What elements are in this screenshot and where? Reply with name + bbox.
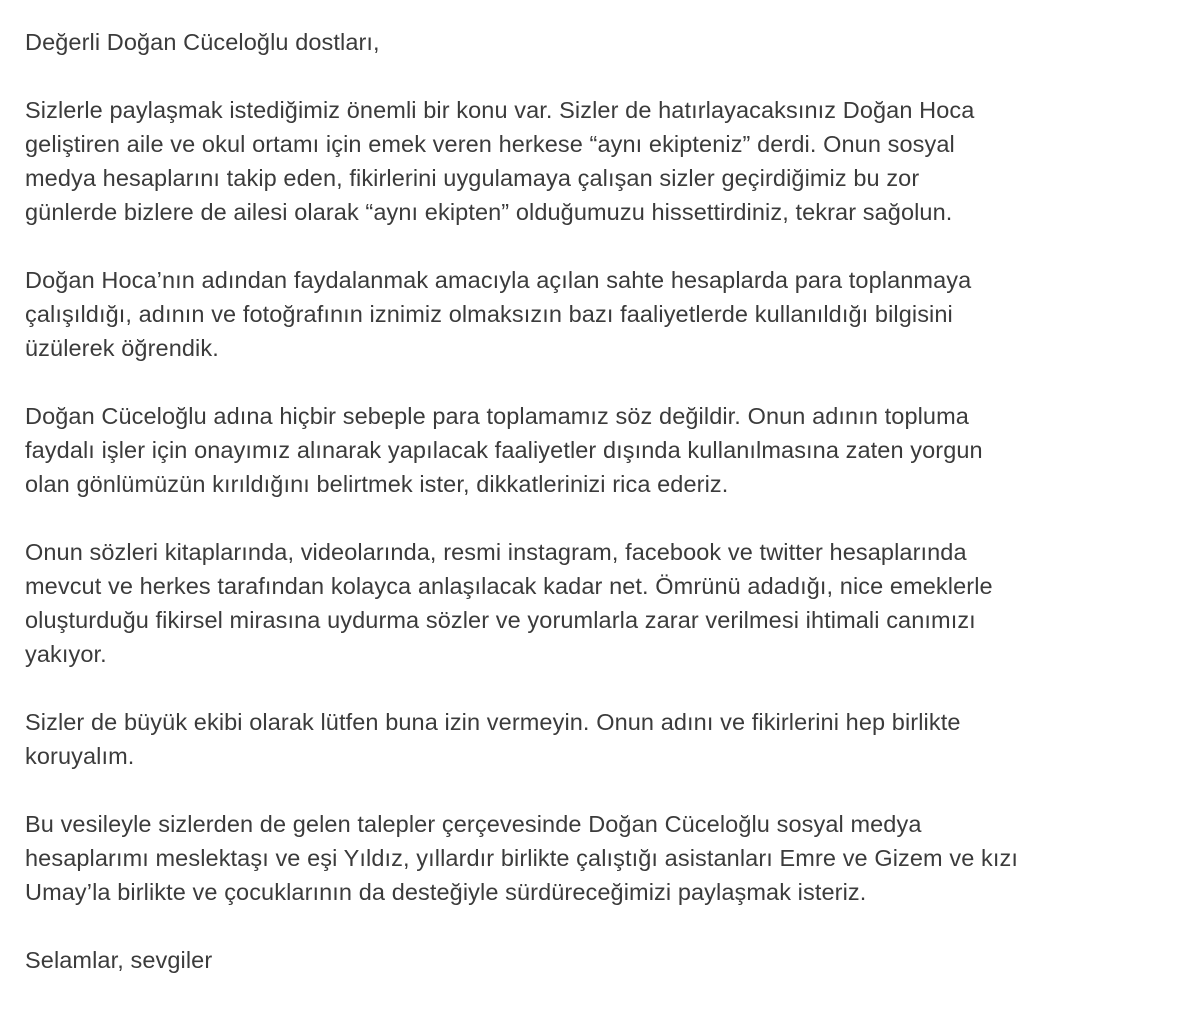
paragraph-4 — [25, 535, 1185, 671]
paragraph-line: Umay’la birlikte ve çocuklarının da desteğiyle sürdüreceğimizi paylaşmak isteriz. — [25, 879, 867, 905]
paragraph-3 — [25, 399, 1185, 501]
paragraph-line: yakıyor. — [25, 641, 107, 667]
paragraph-line: faydalı işler için onayımız alınarak yapılacak faaliyetler dışında kullanılmasına zaten yorgun — [25, 437, 983, 463]
paragraph-line: hesaplarımı meslektaşı ve eşi Yıldız, yıllardır birlikte çalıştığı asistanları Emre ve Gizem ve kızı — [25, 845, 1018, 871]
letter-document — [25, 0, 1185, 1011]
paragraph-line: Onun sözleri kitaplarında, videolarında, resmi instagram, facebook ve twitter hesaplarında — [25, 539, 967, 565]
paragraph-line: medya hesaplarını takip eden, fikirlerini uygulamaya çalışan sizler geçirdiğimiz bu zor — [25, 165, 920, 191]
paragraph-line: geliştiren aile ve okul ortamı için emek veren herkese “aynı ekipteniz” derdi. Onun sosyal — [25, 131, 955, 157]
paragraph-line: mevcut ve herkes tarafından kolayca anlaşılacak kadar net. Ömrünü adadığı, nice emeklerle — [25, 573, 993, 599]
paragraph-5 — [25, 705, 1185, 773]
paragraph-line: koruyalım. — [25, 743, 135, 769]
paragraph-line: oluşturduğu fikirsel mirasına uydurma sözler ve yorumlarla zarar verilmesi ihtimali canımızı — [25, 607, 976, 633]
closing-line: Selamlar, sevgiler — [25, 947, 213, 973]
paragraph-line: üzülerek öğrendik. — [25, 335, 219, 361]
paragraph-6 — [25, 807, 1185, 909]
paragraph-1 — [25, 93, 1185, 229]
paragraph-line: Doğan Cüceloğlu adına hiçbir sebeple para toplamamız söz değildir. Onun adının topluma — [25, 403, 969, 429]
paragraph-line: Sizler de büyük ekibi olarak lütfen buna izin vermeyin. Onun adını ve fikirlerini hep birlikte — [25, 709, 961, 735]
cut-off-top-line — [25, 0, 1185, 3]
paragraph-line: çalışıldığı, adının ve fotoğrafının iznimiz olmaksızın bazı faaliyetlerde kullanıldığı bilgisini — [25, 301, 953, 327]
closing — [25, 943, 1185, 977]
paragraph-line: Sizlerle paylaşmak istediğimiz önemli bir konu var. Sizler de hatırlayacaksınız Doğan Hoca — [25, 97, 975, 123]
paragraph-line: Doğan Hoca’nın adından faydalanmak amacıyla açılan sahte hesaplarda para toplanmaya — [25, 267, 972, 293]
paragraph-line: günlerde bizlere de ailesi olarak “aynı ekipten” olduğumuzu hissettirdiniz, tekrar sağolun. — [25, 199, 953, 225]
paragraph-2 — [25, 263, 1185, 365]
paragraph-line: olan gönlümüzün kırıldığını belirtmek ister, dikkatlerinizi rica ederiz. — [25, 471, 729, 497]
greeting: Değerli Doğan Cüceloğlu dostları, — [25, 29, 380, 55]
paragraph-line: Bu vesileyle sizlerden de gelen talepler çerçevesinde Doğan Cüceloğlu sosyal medya — [25, 811, 922, 837]
